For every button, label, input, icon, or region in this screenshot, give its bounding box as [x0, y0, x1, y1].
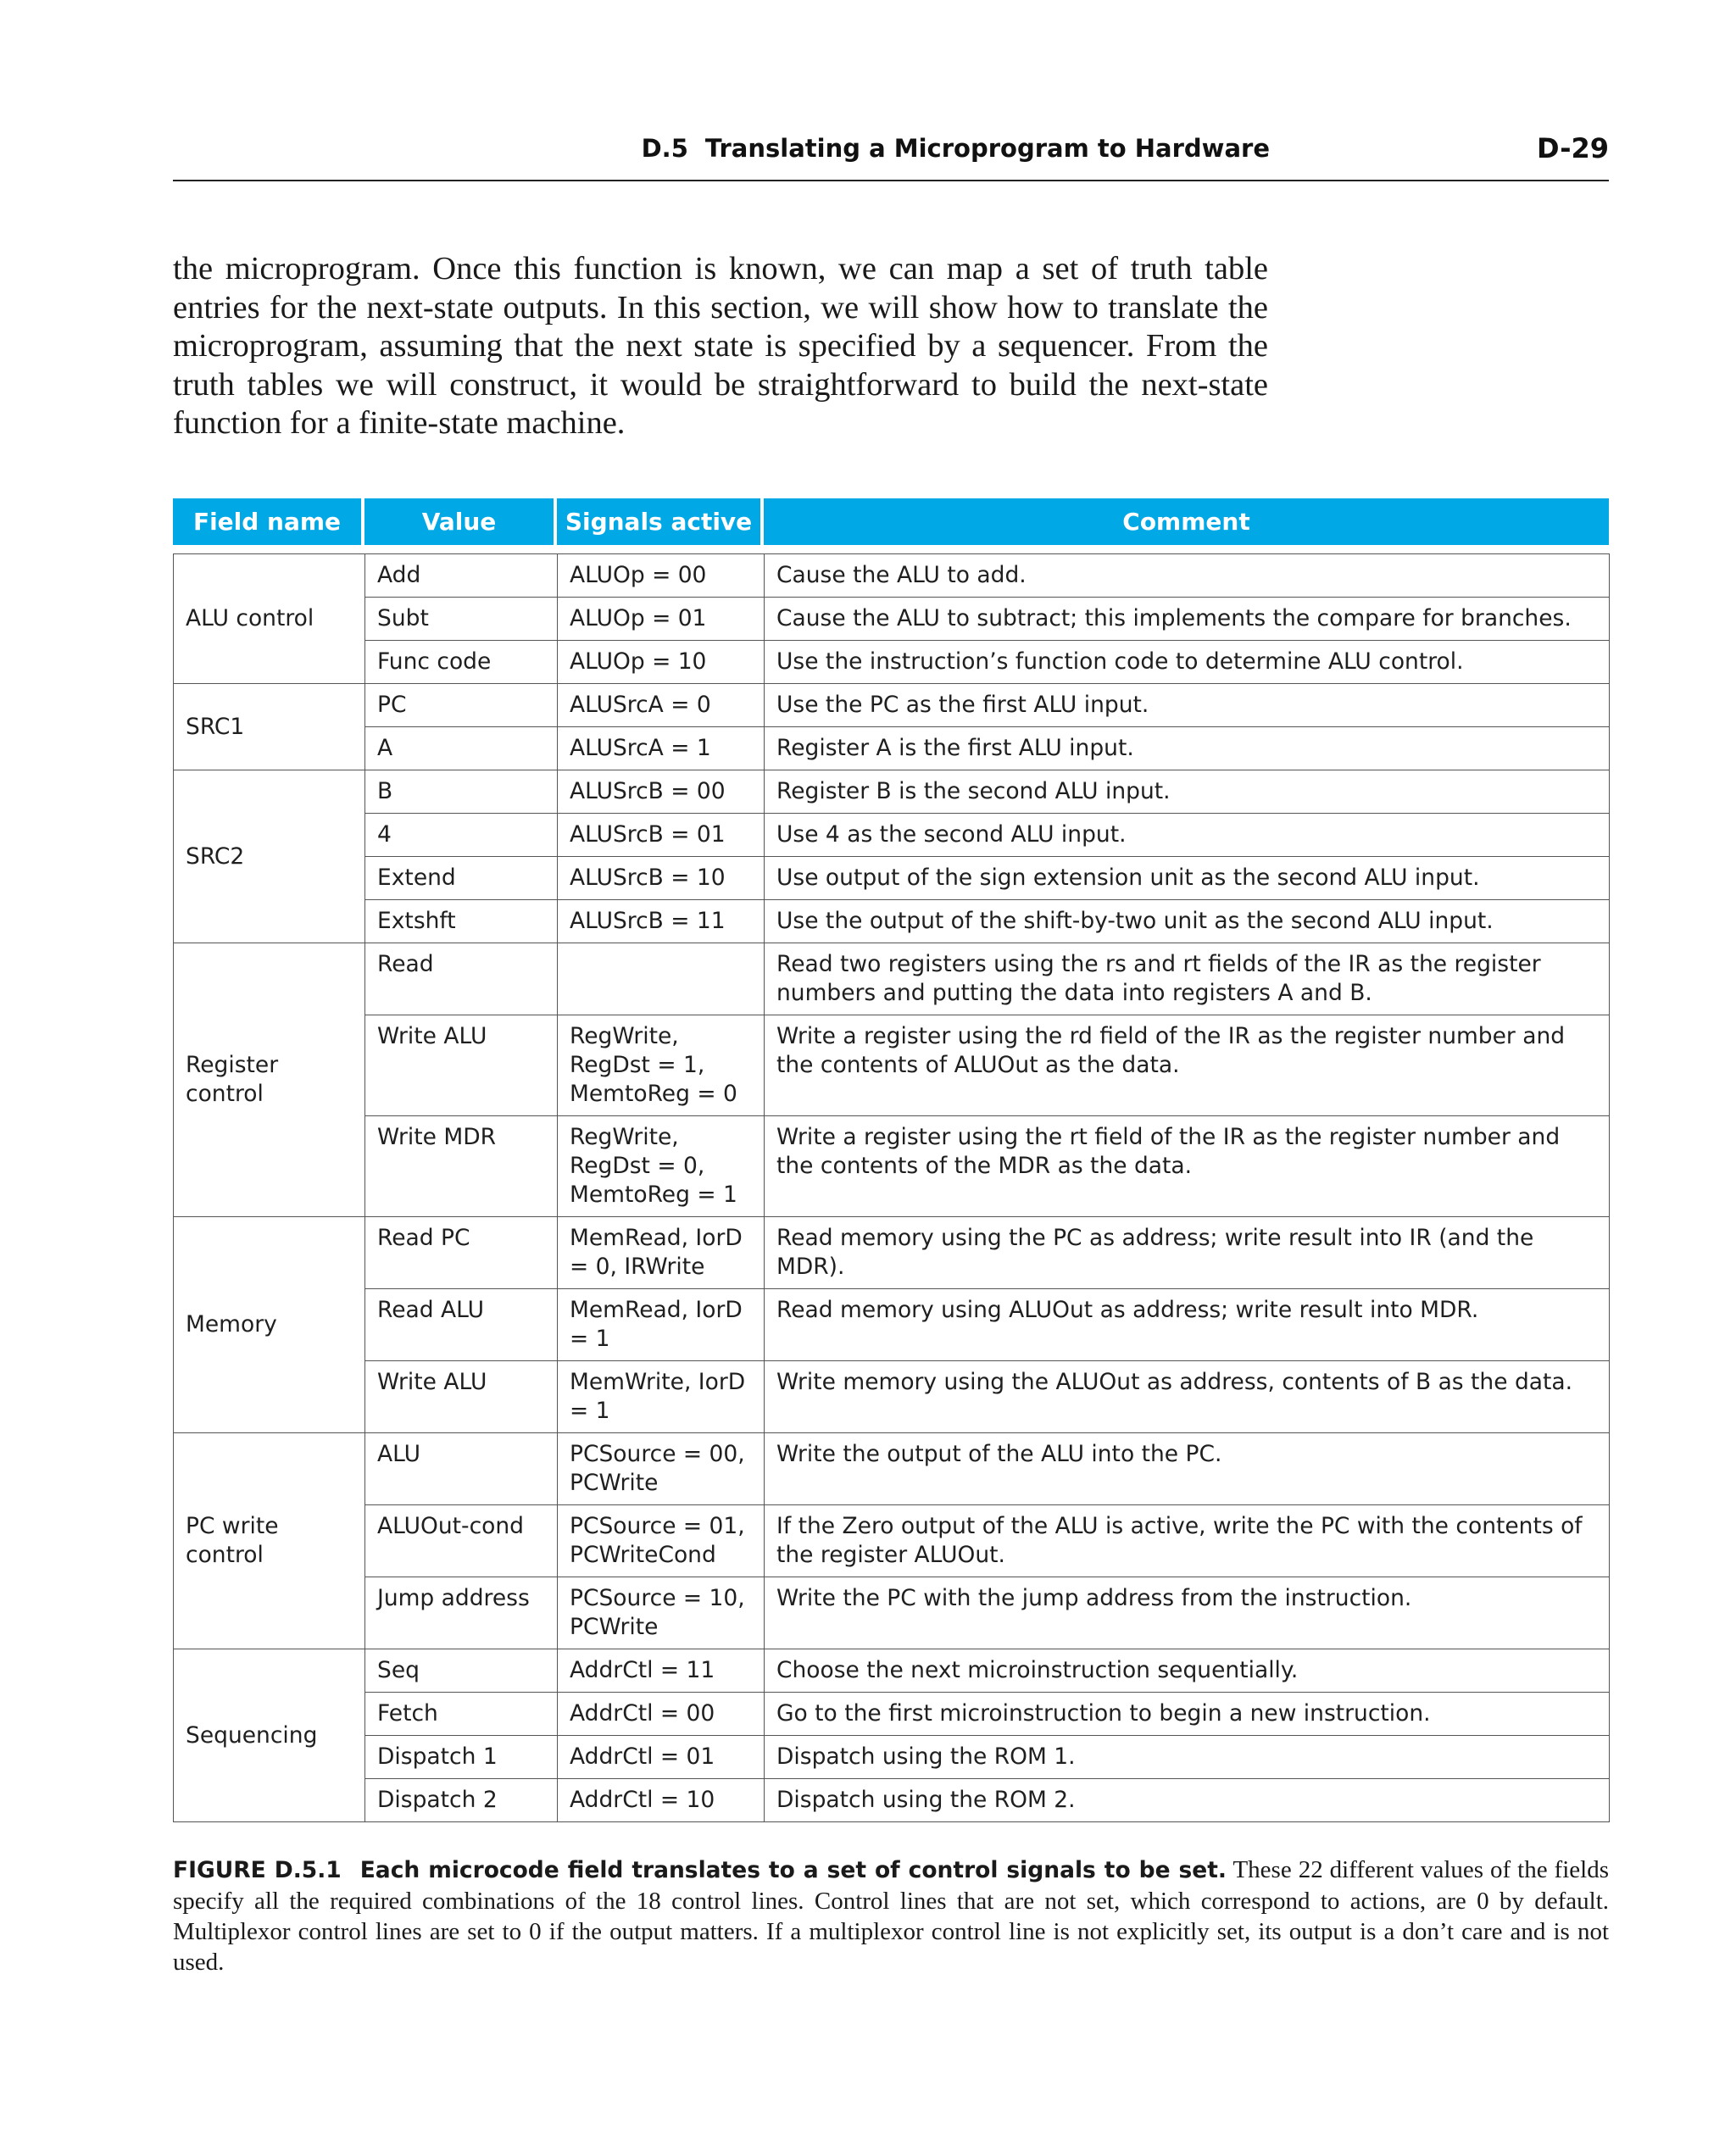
comment-cell: Use 4 as the second ALU input.	[765, 814, 1610, 857]
value-cell: Subt	[365, 598, 558, 641]
value-cell: ALU	[365, 1433, 558, 1505]
microcode-field-table	[173, 498, 1609, 1822]
value-cell: Write ALU	[365, 1015, 558, 1116]
table-row	[174, 598, 1610, 641]
signals-cell: ALUOp = 10	[558, 641, 765, 684]
signals-cell: ALUSrcB = 10	[558, 857, 765, 900]
signals-cell: ALUSrcA = 0	[558, 684, 765, 727]
value-cell: Extshft	[365, 900, 558, 943]
value-cell: Jump address	[365, 1577, 558, 1649]
table-body	[173, 553, 1610, 1822]
table-row	[174, 814, 1610, 857]
table-header-row	[173, 498, 1609, 545]
comment-cell: Use the PC as the first ALU input.	[765, 684, 1610, 727]
value-cell: Read PC	[365, 1217, 558, 1289]
signals-cell: AddrCtl = 01	[558, 1736, 765, 1779]
table-row	[174, 1693, 1610, 1736]
figure-caption-text: These 22 different values of the fields specify all the required combinations of the 18 control lines. Control lines that are not set, which correspond to actions, are 0 by default. Multiplexor control lines are set to 0 if the output matters. If a multiplexor control line is not explicitly set, its output is a don’t care and is not used.	[173, 1856, 1609, 1976]
value-cell: Read ALU	[365, 1289, 558, 1361]
figure-caption	[173, 1855, 1609, 1977]
header-value: Value	[364, 498, 554, 545]
signals-cell: PCSource = 01, PCWriteCond	[558, 1505, 765, 1577]
table-row	[174, 1433, 1610, 1505]
table-row	[174, 1289, 1610, 1361]
signals-cell: ALUOp = 01	[558, 598, 765, 641]
table-row	[174, 554, 1610, 598]
section-number: D.5	[641, 134, 688, 163]
header-comment: Comment	[764, 498, 1609, 545]
table-row	[174, 943, 1610, 1015]
body-paragraph: the microprogram. Once this function is known, we can map a set of truth table entries for the next-state outputs. In this section, we will show how to translate the microprogram, assuming that the next state is specified by a sequencer. From the truth tables we will construct, it would be straightforward to build the next-state function for a finite-state machine.	[173, 251, 1268, 441]
table-row	[174, 1779, 1610, 1822]
table-row	[174, 1736, 1610, 1779]
value-cell: Add	[365, 554, 558, 598]
value-cell: Fetch	[365, 1693, 558, 1736]
table-row	[174, 1015, 1610, 1116]
value-cell: Dispatch 2	[365, 1779, 558, 1822]
table-row	[174, 684, 1610, 727]
header-field-name: Field name	[173, 498, 361, 545]
signals-cell	[558, 943, 765, 1015]
value-cell: Write MDR	[365, 1116, 558, 1217]
value-cell: B	[365, 770, 558, 814]
page-number: D-29	[1537, 132, 1609, 164]
table-row	[174, 727, 1610, 770]
value-cell: ALUOut-cond	[365, 1505, 558, 1577]
table-row	[174, 900, 1610, 943]
field-name-cell: Sequencing	[174, 1649, 365, 1822]
signals-cell: RegWrite, RegDst = 1, MemtoReg = 0	[558, 1015, 765, 1116]
signals-cell: PCSource = 00, PCWrite	[558, 1433, 765, 1505]
comment-cell: Cause the ALU to add.	[765, 554, 1610, 598]
field-name-cell: Memory	[174, 1217, 365, 1433]
header-signals-active: Signals active	[557, 498, 760, 545]
table-row	[174, 857, 1610, 900]
comment-cell: Register A is the first ALU input.	[765, 727, 1610, 770]
value-cell: Seq	[365, 1649, 558, 1693]
field-name-cell: Register control	[174, 943, 365, 1217]
signals-cell: RegWrite, RegDst = 0, MemtoReg = 1	[558, 1116, 765, 1217]
comment-cell: Dispatch using the ROM 1.	[765, 1736, 1610, 1779]
comment-cell: Write the output of the ALU into the PC.	[765, 1433, 1610, 1505]
signals-cell: AddrCtl = 00	[558, 1693, 765, 1736]
value-cell: Read	[365, 943, 558, 1015]
table-row	[174, 641, 1610, 684]
signals-cell: ALUOp = 00	[558, 554, 765, 598]
comment-cell: Use the output of the shift-by-two unit as the second ALU input.	[765, 900, 1610, 943]
section-title: Translating a Microprogram to Hardware	[704, 134, 1270, 163]
comment-cell: Write the PC with the jump address from the instruction.	[765, 1577, 1610, 1649]
value-cell: Dispatch 1	[365, 1736, 558, 1779]
comment-cell: Write a register using the rt field of the IR as the register number and the contents of the MDR as the data.	[765, 1116, 1610, 1217]
table-row	[174, 1577, 1610, 1649]
comment-cell: Use the instruction’s function code to determine ALU control.	[765, 641, 1610, 684]
value-cell: Func code	[365, 641, 558, 684]
table-row	[174, 1649, 1610, 1693]
table-row	[174, 770, 1610, 814]
field-name-cell: SRC1	[174, 684, 365, 770]
value-cell: 4	[365, 814, 558, 857]
comment-cell: Dispatch using the ROM 2.	[765, 1779, 1610, 1822]
signals-cell: AddrCtl = 11	[558, 1649, 765, 1693]
figure-label: FIGURE D.5.1	[173, 1857, 342, 1883]
signals-cell: AddrCtl = 10	[558, 1779, 765, 1822]
table-row	[174, 1217, 1610, 1289]
field-name-cell: SRC2	[174, 770, 365, 943]
section-heading	[642, 134, 1270, 163]
signals-cell: ALUSrcB = 11	[558, 900, 765, 943]
signals-cell: MemWrite, IorD = 1	[558, 1361, 765, 1433]
comment-cell: Read two registers using the rs and rt fields of the IR as the register numbers and putting the data into registers A and B.	[765, 943, 1610, 1015]
field-name-cell: ALU control	[174, 554, 365, 684]
signals-cell: ALUSrcB = 01	[558, 814, 765, 857]
value-cell: A	[365, 727, 558, 770]
comment-cell: Choose the next microinstruction sequentially.	[765, 1649, 1610, 1693]
comment-cell: Register B is the second ALU input.	[765, 770, 1610, 814]
comment-cell: Use output of the sign extension unit as the second ALU input.	[765, 857, 1610, 900]
comment-cell: Cause the ALU to subtract; this implements the compare for branches.	[765, 598, 1610, 641]
signals-cell: ALUSrcA = 1	[558, 727, 765, 770]
signals-cell: MemRead, IorD = 0, IRWrite	[558, 1217, 765, 1289]
value-cell: Write ALU	[365, 1361, 558, 1433]
field-name-cell: PC write control	[174, 1433, 365, 1649]
running-header	[173, 127, 1609, 181]
signals-cell: MemRead, IorD = 1	[558, 1289, 765, 1361]
comment-cell: Read memory using the PC as address; write result into IR (and the MDR).	[765, 1217, 1610, 1289]
value-cell: Extend	[365, 857, 558, 900]
table-row	[174, 1361, 1610, 1433]
signals-cell: ALUSrcB = 00	[558, 770, 765, 814]
comment-cell: Write a register using the rd field of the IR as the register number and the contents of ALUOut as the data.	[765, 1015, 1610, 1116]
comment-cell: Read memory using ALUOut as address; write result into MDR.	[765, 1289, 1610, 1361]
table-row	[174, 1116, 1610, 1217]
figure-title: Each microcode field translates to a set of control signals to be set.	[359, 1857, 1227, 1883]
table-row	[174, 1505, 1610, 1577]
comment-cell: If the Zero output of the ALU is active, write the PC with the contents of the register ALUOut.	[765, 1505, 1610, 1577]
comment-cell: Go to the first microinstruction to begin a new instruction.	[765, 1693, 1610, 1736]
value-cell: PC	[365, 684, 558, 727]
signals-cell: PCSource = 10, PCWrite	[558, 1577, 765, 1649]
comment-cell: Write memory using the ALUOut as address, contents of B as the data.	[765, 1361, 1610, 1433]
